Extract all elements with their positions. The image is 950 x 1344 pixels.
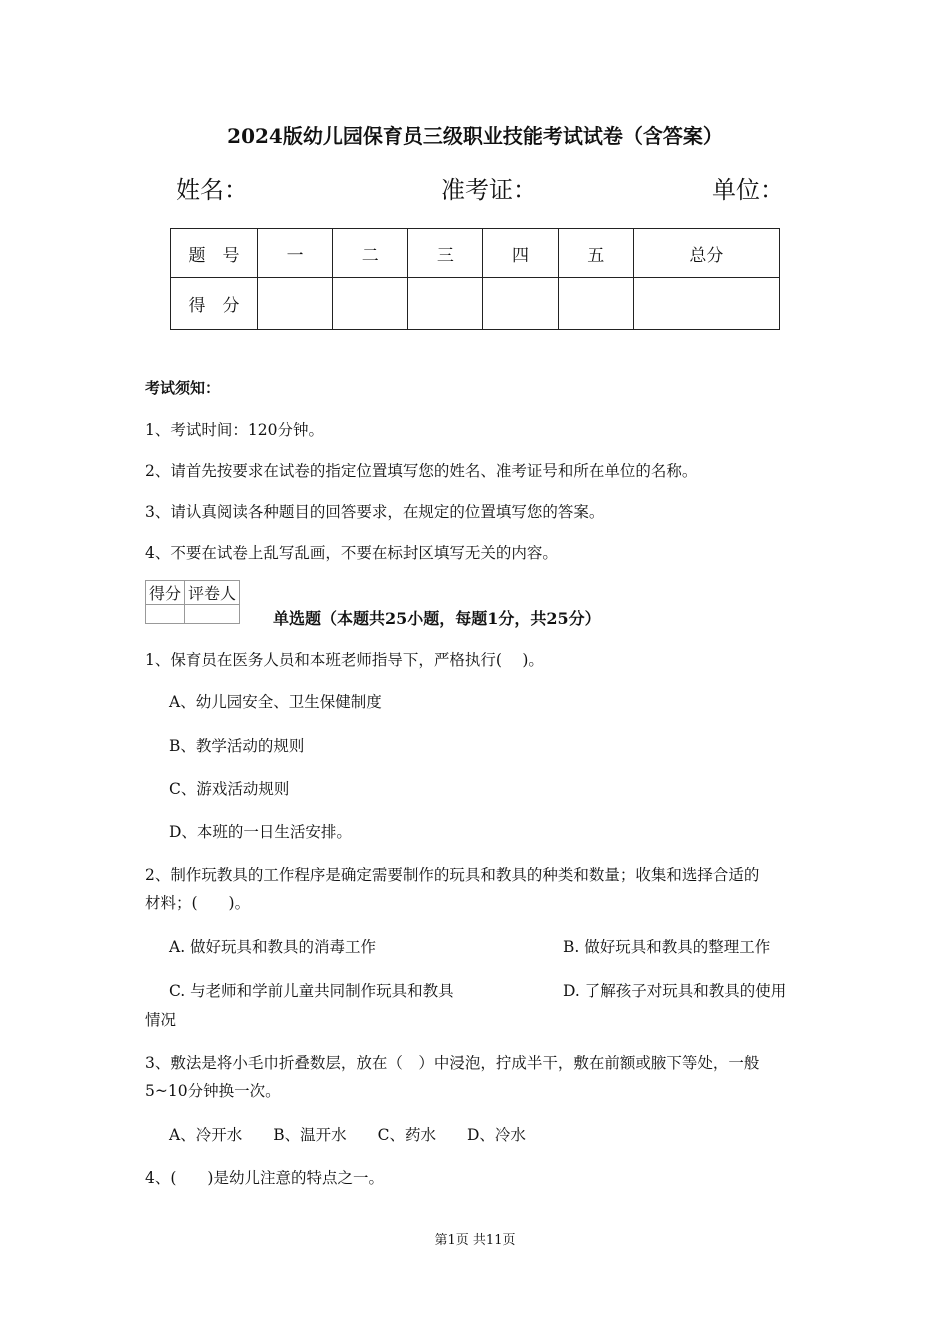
score-cell xyxy=(408,278,483,330)
question-option: C、游戏活动规则 xyxy=(169,780,290,798)
grader-score-cell xyxy=(146,605,185,624)
page-footer: 第1页 共11页 xyxy=(434,1233,516,1248)
grader-name-cell xyxy=(185,605,240,624)
score-header-cell: 题 号 xyxy=(171,229,258,278)
score-cell xyxy=(483,278,558,330)
document-title: 2024版幼儿园保育员三级职业技能考试试卷（含答案） xyxy=(227,124,723,148)
score-header-cell: 三 xyxy=(408,229,483,278)
question-option: B、教学活动的规则 xyxy=(169,737,305,755)
question-option: A、幼儿园安全、卫生保健制度 xyxy=(169,693,382,711)
grader-box xyxy=(145,580,240,624)
question-stem: 2、制作玩教具的工作程序是确定需要制作的玩具和教具的种类和数量；收集和选择合适的 xyxy=(145,866,760,884)
score-cell xyxy=(558,278,633,330)
question-option: C. 与老师和学前儿童共同制作玩具和教具 xyxy=(169,982,454,1000)
name-field-label: 姓名： xyxy=(176,176,248,204)
notice-item: 4、不要在试卷上乱写乱画，不要在标封区填写无关的内容。 xyxy=(145,544,558,562)
question-stem-continued: 5~10分钟换一次。 xyxy=(145,1082,281,1100)
score-header-cell: 四 xyxy=(483,229,558,278)
score-header-cell: 二 xyxy=(333,229,408,278)
unit-field-label: 单位： xyxy=(712,176,784,204)
score-cell xyxy=(633,278,779,330)
score-cell xyxy=(333,278,408,330)
grader-name-label: 评卷人 xyxy=(185,581,240,605)
score-header-cell: 总分 xyxy=(633,229,779,278)
score-header-cell: 五 xyxy=(558,229,633,278)
grader-score-label: 得分 xyxy=(146,581,185,605)
question-stem: 1、保育员在医务人员和本班老师指导下，严格执行( )。 xyxy=(145,651,544,669)
question-option: A. 做好玩具和教具的消毒工作 xyxy=(169,938,377,956)
notice-item: 3、请认真阅读各种题目的回答要求，在规定的位置填写您的答案。 xyxy=(145,503,605,521)
question-option: D、本班的一日生活安排。 xyxy=(169,823,352,841)
score-table-score-row xyxy=(171,278,780,330)
score-row-label: 得 分 xyxy=(171,278,258,330)
section-title: 单选题（本题共25小题，每题1分，共25分） xyxy=(273,609,601,628)
score-cell xyxy=(258,278,333,330)
notice-item: 2、请首先按要求在试卷的指定位置填写您的姓名、准考证号和所在单位的名称。 xyxy=(145,462,698,480)
question-option: D. 了解孩子对玩具和教具的使用 xyxy=(563,982,787,1000)
question-options-inline: A、冷开水 B、温开水 C、药水 D、冷水 xyxy=(169,1126,526,1144)
score-table xyxy=(170,228,780,330)
score-table-header-row xyxy=(171,229,780,278)
question-stem-continued: 材料；( )。 xyxy=(145,894,251,912)
notice-item: 1、考试时间：120分钟。 xyxy=(145,421,324,439)
score-header-cell: 一 xyxy=(258,229,333,278)
question-option: B. 做好玩具和教具的整理工作 xyxy=(563,938,771,956)
question-option-continued: 情况 xyxy=(145,1011,177,1029)
question-stem: 4、( )是幼儿注意的特点之一。 xyxy=(145,1169,384,1187)
question-stem: 3、敷法是将小毛巾折叠数层，放在（ ）中浸泡，拧成半干，敷在前额或腋下等处，一般 xyxy=(145,1054,760,1072)
notice-heading: 考试须知： xyxy=(145,379,221,397)
exam-id-field-label: 准考证： xyxy=(441,176,537,204)
